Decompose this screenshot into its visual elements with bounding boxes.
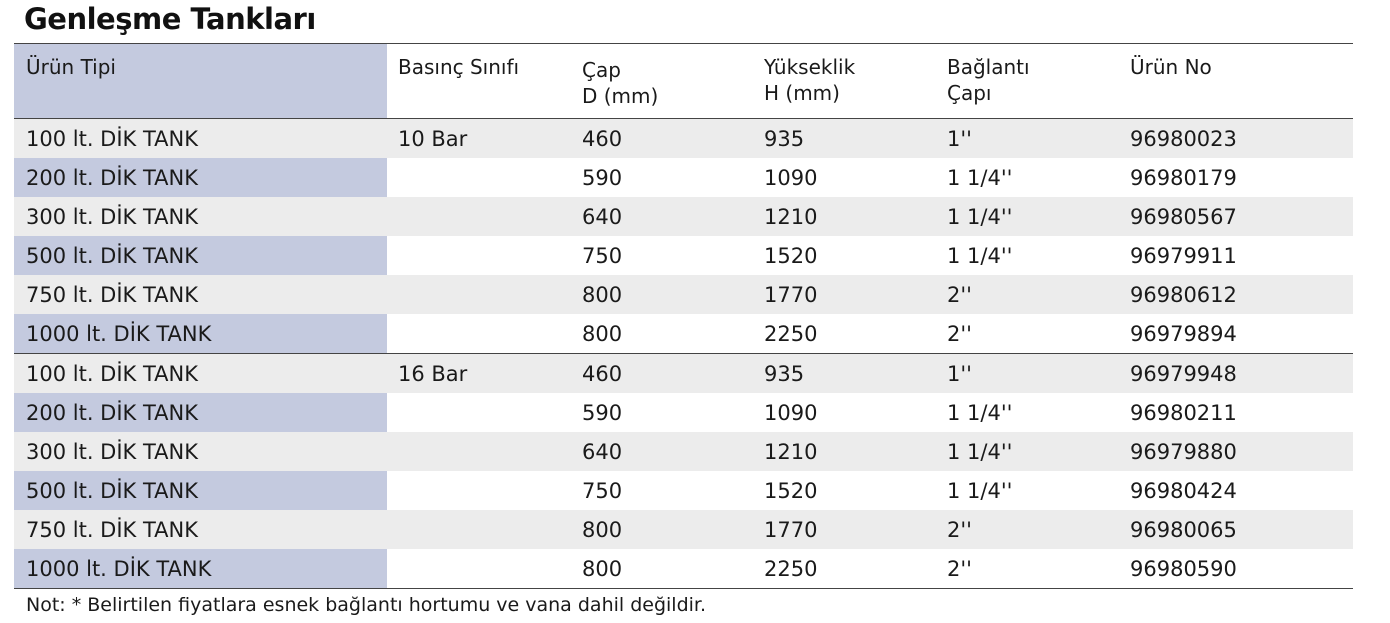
header-cap-lines <box>582 57 658 109</box>
cell-baglanti: 1'' <box>947 361 972 386</box>
cell-urun-no: 96979894 <box>1130 321 1237 346</box>
cell-basinc <box>387 549 570 588</box>
header-yukseklik-lines <box>764 54 855 106</box>
cell-cap: 800 <box>582 321 623 346</box>
cell-cap: 460 <box>582 361 623 386</box>
cell-yukseklik: 1770 <box>764 282 818 307</box>
header-urun-no-label: Ürün No <box>1130 55 1212 79</box>
header-yukseklik <box>754 44 937 118</box>
header-cap-line2: D (mm) <box>582 84 659 108</box>
cell-urun-tipi: 100 lt. DİK TANK <box>14 119 387 158</box>
header-basinc <box>387 44 570 118</box>
cell-urun-tipi: 300 lt. DİK TANK <box>14 197 387 236</box>
header-yukseklik-line1: Yükseklik <box>764 55 856 79</box>
table-row <box>14 393 1353 432</box>
header-cap-line1: Çap <box>582 58 621 82</box>
cell-baglanti: 2'' <box>947 517 972 542</box>
cell-baglanti: 1 1/4'' <box>947 204 1013 229</box>
cell-urun-no: 96979948 <box>1130 361 1237 386</box>
cell-urun-no: 96980567 <box>1130 204 1237 229</box>
header-urun-tipi <box>14 44 387 118</box>
cell-yukseklik: 1770 <box>764 517 818 542</box>
cell-basinc <box>387 471 570 510</box>
header-urun-no <box>1119 44 1353 118</box>
cell-baglanti: 2'' <box>947 282 972 307</box>
table-row <box>14 158 1353 197</box>
cell-yukseklik: 2250 <box>764 556 818 581</box>
header-baglanti-lines <box>947 54 1030 106</box>
cell-cap: 750 <box>582 243 623 268</box>
table-row <box>14 354 1353 393</box>
cell-cap: 800 <box>582 556 623 581</box>
cell-yukseklik: 1520 <box>764 478 818 503</box>
cell-baglanti: 1 1/4'' <box>947 439 1013 464</box>
header-baglanti-line2: Çapı <box>947 81 992 105</box>
cell-urun-no: 96979911 <box>1130 243 1237 268</box>
cell-yukseklik: 2250 <box>764 321 818 346</box>
cell-cap: 750 <box>582 478 623 503</box>
table-bottom-rule <box>14 588 1353 589</box>
product-table <box>14 43 1353 589</box>
cell-urun-no: 96980211 <box>1130 400 1237 425</box>
footnote: Not: * Belirtilen fiyatlara esnek bağlantı hortumu ve vana dahil değildir. <box>26 594 707 616</box>
cell-urun-tipi: 500 lt. DİK TANK <box>14 471 387 510</box>
cell-yukseklik: 935 <box>764 361 805 386</box>
table-row <box>14 119 1353 158</box>
cell-basinc <box>387 510 570 549</box>
table-row <box>14 275 1353 314</box>
cell-baglanti: 1 1/4'' <box>947 243 1013 268</box>
cell-urun-no: 96980612 <box>1130 282 1237 307</box>
cell-urun-no: 96980424 <box>1130 478 1237 503</box>
table-row <box>14 314 1353 353</box>
cell-urun-tipi: 200 lt. DİK TANK <box>14 393 387 432</box>
cell-cap: 800 <box>582 517 623 542</box>
cell-urun-tipi: 500 lt. DİK TANK <box>14 236 387 275</box>
cell-yukseklik: 1210 <box>764 204 818 229</box>
cell-urun-tipi: 200 lt. DİK TANK <box>14 158 387 197</box>
cell-basinc <box>387 275 570 314</box>
cell-baglanti: 2'' <box>947 556 972 581</box>
table-row <box>14 197 1353 236</box>
table-row <box>14 236 1353 275</box>
cell-baglanti: 2'' <box>947 321 972 346</box>
cell-cap: 460 <box>582 126 623 151</box>
cell-urun-tipi: 750 lt. DİK TANK <box>14 510 387 549</box>
table-row <box>14 471 1353 510</box>
cell-urun-no: 96980065 <box>1130 517 1237 542</box>
table-header-row <box>14 44 1353 118</box>
table-row <box>14 510 1353 549</box>
table-row <box>14 549 1353 588</box>
header-basinc-label: Basınç Sınıfı <box>398 55 520 79</box>
header-cap <box>570 44 754 118</box>
header-baglanti-line1: Bağlantı <box>947 55 1030 79</box>
cell-urun-tipi: 300 lt. DİK TANK <box>14 432 387 471</box>
cell-basinc <box>387 158 570 197</box>
cell-basinc <box>387 236 570 275</box>
cell-baglanti: 1 1/4'' <box>947 400 1013 425</box>
cell-basinc: 16 Bar <box>398 361 468 386</box>
cell-urun-tipi: 1000 lt. DİK TANK <box>14 314 387 353</box>
header-yukseklik-line2: H (mm) <box>764 81 840 105</box>
cell-basinc <box>387 432 570 471</box>
cell-urun-no: 96980179 <box>1130 165 1237 190</box>
cell-yukseklik: 1090 <box>764 165 818 190</box>
page-title: Genleşme Tankları <box>24 2 316 36</box>
header-urun-tipi-label: Ürün Tipi <box>26 55 116 79</box>
cell-baglanti: 1 1/4'' <box>947 165 1013 190</box>
cell-urun-no: 96979880 <box>1130 439 1237 464</box>
cell-basinc: 10 Bar <box>398 126 468 151</box>
cell-cap: 640 <box>582 439 623 464</box>
cell-cap: 640 <box>582 204 623 229</box>
header-baglanti <box>937 44 1119 118</box>
cell-urun-no: 96980023 <box>1130 126 1237 151</box>
cell-yukseklik: 1520 <box>764 243 818 268</box>
cell-yukseklik: 1090 <box>764 400 818 425</box>
cell-urun-tipi: 100 lt. DİK TANK <box>14 354 387 393</box>
cell-basinc <box>387 314 570 353</box>
table-body <box>14 119 1353 588</box>
cell-yukseklik: 935 <box>764 126 805 151</box>
cell-basinc <box>387 197 570 236</box>
cell-baglanti: 1'' <box>947 126 972 151</box>
cell-cap: 590 <box>582 165 623 190</box>
cell-cap: 800 <box>582 282 623 307</box>
cell-yukseklik: 1210 <box>764 439 818 464</box>
table-row <box>14 432 1353 471</box>
cell-baglanti: 1 1/4'' <box>947 478 1013 503</box>
cell-urun-no: 96980590 <box>1130 556 1237 581</box>
cell-cap: 590 <box>582 400 623 425</box>
cell-urun-tipi: 1000 lt. DİK TANK <box>14 549 387 588</box>
cell-basinc <box>387 393 570 432</box>
cell-urun-tipi: 750 lt. DİK TANK <box>14 275 387 314</box>
